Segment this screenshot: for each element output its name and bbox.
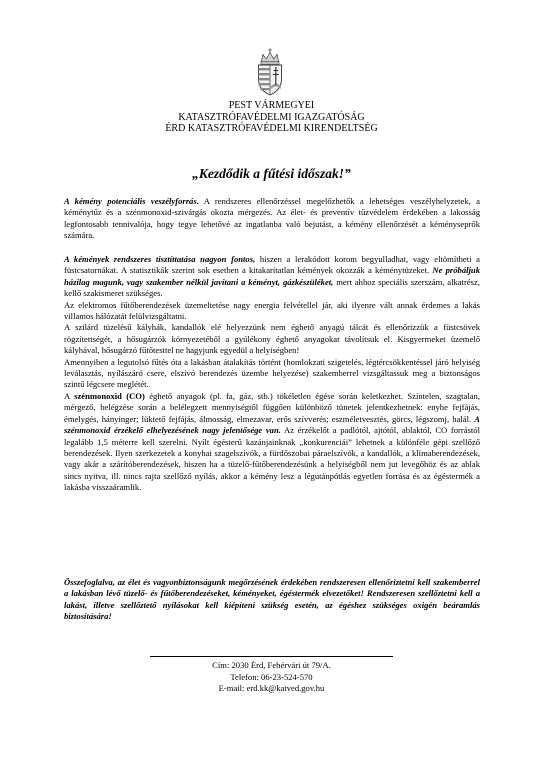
issuer-header [0, 100, 543, 135]
paragraph-text: Az érzékelőt a padlótól, ajtótól, ablaktól, CO forrástól legalább 1,5 méterre kell szerelni. Nyílt égésterű kazánjainknak „konkurenciái” lehetnek a különféle gépi szellőző berendezések. Ilyen szerkezetek a konyhai szagelszívók, a fürdőszobai páraelszívók, a kandallók, a klímaberendezések, vagy akár a szárítóberendezések, hiszen ha a tüzelő-fűtőberendezésünk a helyiségből nem jut levegőhöz és az ablak sincs nyitva, ill. nincs rajta szellőző nyílás, akkor a kémény lesz a légutánpótlás egyetlen forrása és az égéstermék a lakásba visszaáramlik. [64, 425, 480, 493]
contact-footer [0, 660, 543, 695]
paragraph-text: éghető anyagok (pl. fa, gáz, stb.) tökéletlen égése során keletkezhet. Színtelen, szagtalan, mérgező, belégzése során a belélegzett mennyiségtől függően különböző tünetek jelentkezhetnek: enyhe fejfájás, émelygés, hányinger; lüktető fejfájás, álmosság, elmezavar, erős szívverés; eszméletvesztés, görcs, légszomj, halál. [64, 390, 480, 424]
paragraph-electric-heaters: Az elektromos fűtőberendezések üzemeltetése nagy energia felvétellel jár, aki ilyenre vált annak érdemes a lakás villamos hálózatát felülvizsgáltatni. [64, 299, 480, 322]
footer-divider [150, 656, 393, 657]
header-line-directorate: KATASZTRÓFAVÉDELMI IGAZGATÓSÁG [178, 111, 365, 123]
paragraph-renovation: Amennyiben a legutolsó fűtés óta a lakásban átalakítás történt (homlokzati szigetelés, légtércsökkentéssel járó helyiség leválasztás, nyílászáró csere, elszívó berendezés üzembe helyezése) szakemberrel vizsgáltassuk meg a biztonságos szintű légcsere meglétét. [64, 356, 480, 390]
paragraph-text: mert ahhoz speciális szerszám, alkatrész, kellő szakismeret szükséges. [64, 276, 480, 299]
footer-phone: Telefon: 06-23-524-570 [230, 671, 313, 682]
paragraph-cleaning [64, 254, 480, 300]
paragraph-text: A rendszeres ellenőrzéssel megelőzhetők a lehetséges veszélyhelyzetek, a kéménytűz és a szénmonoxid-szivárgás okozta mérgezés. Az élet- és preventív tűzvédelem érdekében a lakosság legfontosabb tennivalója, hogy tegye lehetővé az ingatlanba való bejutást, a kémény ellenőrzését a kéményseprők számára. [64, 196, 480, 241]
header-line-office: ÉRD KATASZTRÓFAVÉDELMI KIRENDELTSÉG [165, 123, 378, 134]
footer-email: E-mail: erd.kk@katved.gov.hu [218, 683, 325, 694]
paragraph-chimney-risk [64, 196, 480, 242]
paragraph-warning: A szénmonoxid érzékelő elhelyezésének nagy jelentősége van. [64, 413, 480, 436]
paragraph-lead: A kémények rendszeres tisztíttatása nagyon fontos, [64, 254, 256, 264]
paragraph-text: hiszen a lerakódott korom begyulladhat, vagy eltömítheti a füstcsatornákat. A statisztikák szerint sok esetben a kitakarítatlan kémények okozzák a kéménytüzeket. [64, 254, 480, 276]
paragraph-lead: A kémény potenciális veszélyforrás. [64, 196, 199, 206]
summary-paragraph: Összefoglalva, az élet és vagyonbiztonságunk megőrzésének érdekében rendszeresen ellenőriztetni kell szakemberrel a lakásban lévő tüzelő- és fűtőberendezéseket, kéményeket, égéstermék elvezetőket! Rendszeresen szellőztetni kell a lakást, illetve szellőztető nyílásokat kell kiépíteni szükség esetén, az égéshez szükséges oxigén beáramlás biztosítására! [64, 577, 480, 622]
paragraph-text: A [64, 390, 75, 401]
paragraph-emphasis: szénmonoxid (CO) [74, 390, 145, 401]
main-section [64, 254, 480, 494]
footer-address: Cím: 2030 Érd, Fehérvári út 79/A. [212, 660, 331, 670]
intro-section [64, 196, 480, 242]
paragraph-solid-fuel: A szilárd tüzelésű kályhák, kandallók elé helyezzünk nem éghető anyagú tálcát és ellenőrizzük a füstcsövek rögzítettségét, a hősugárzók környezetéből a gyúlékony éghető anyagokat távolítsuk el. Kisgyermeket üzemelő kályhával, hősugárzó fűtőtesttel ne hagyjunk egyedül a helyiségben! [64, 322, 480, 356]
paragraph-carbon-monoxide [64, 391, 480, 494]
document-title: „Kezdődik a fűtési időszak!” [192, 166, 351, 181]
hungarian-coat-of-arms-icon [254, 48, 286, 96]
header-line-county: PEST VÁRMEGYEI [228, 100, 315, 111]
paragraph-warning: Ne próbáljuk házilag magunk, vagy szakember nélkül javítani a kéményt, gázkészüléket, [64, 265, 480, 287]
